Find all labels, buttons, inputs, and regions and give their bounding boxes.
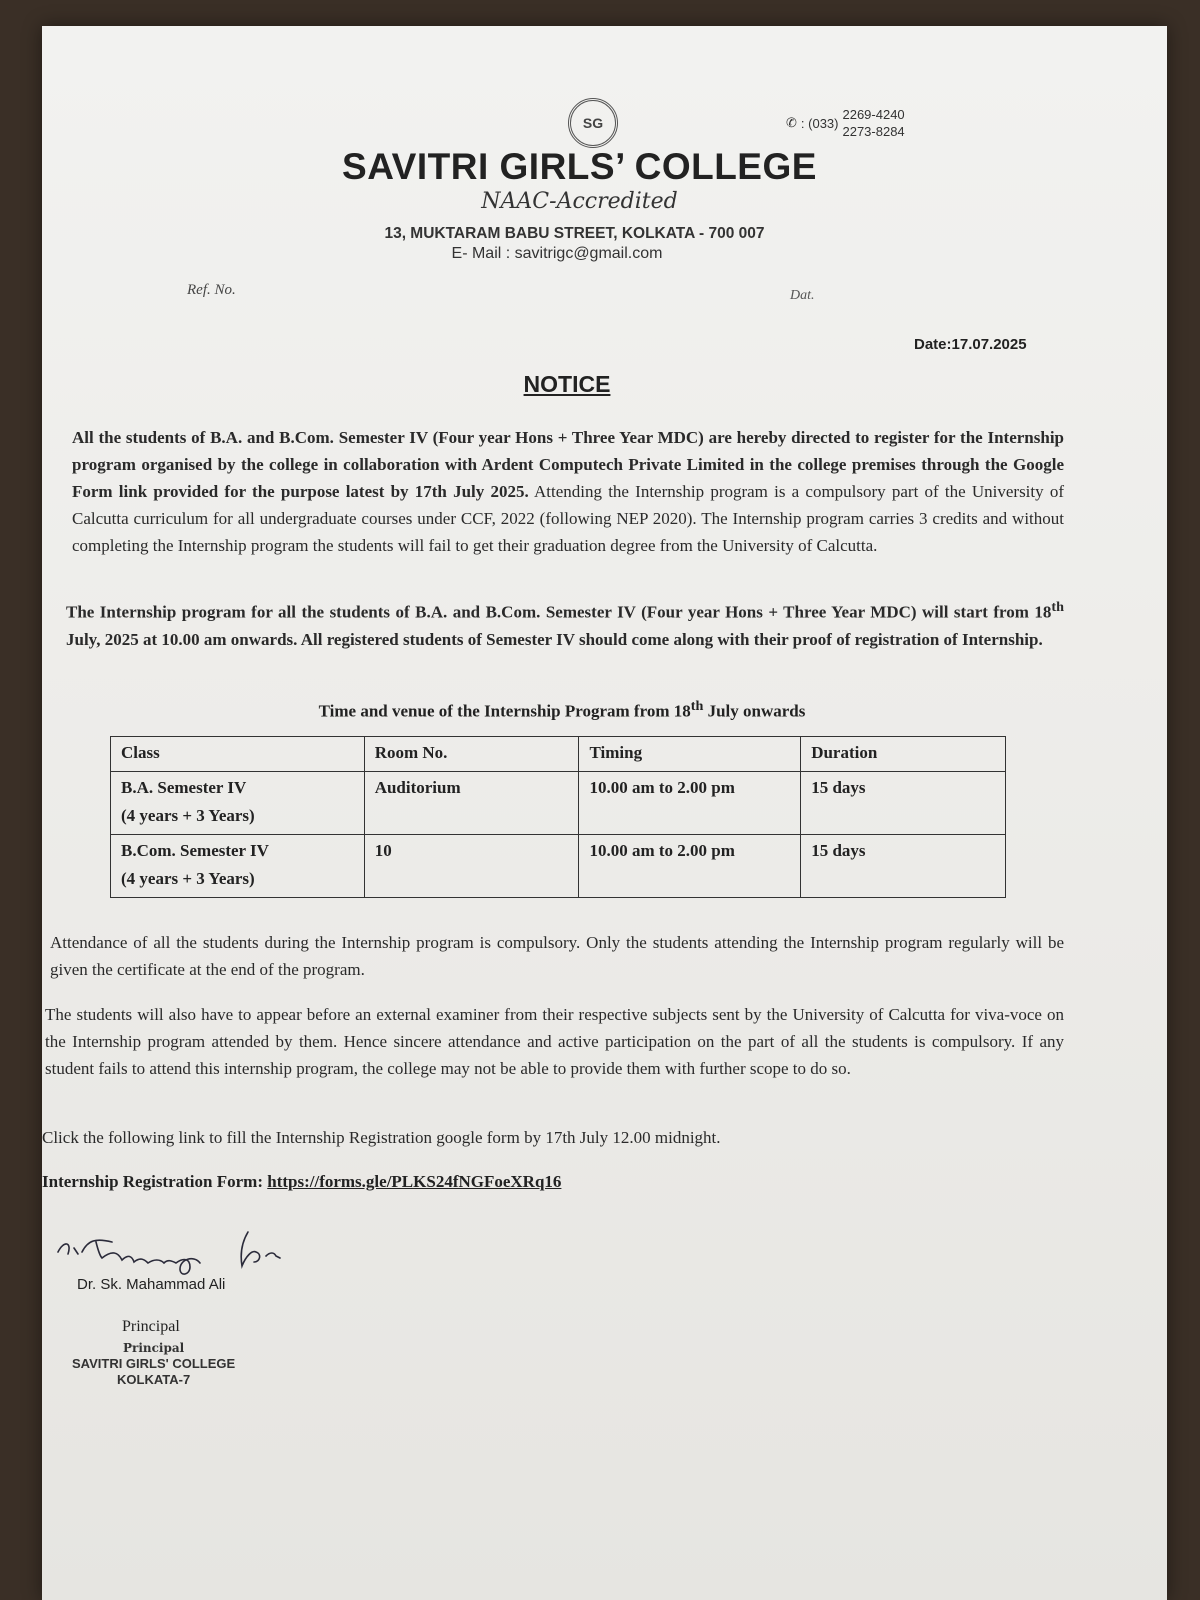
table-caption-a: Time and venue of the Internship Program from 18 — [318, 701, 691, 721]
table-header-row — [111, 737, 1006, 772]
phone-code: : (033) — [800, 115, 839, 131]
header-duration: Duration — [801, 737, 1006, 772]
class-line-2: (4 years + 3 Years) — [121, 869, 255, 888]
stamp-line-1: Principal — [122, 1341, 185, 1355]
college-address: 13, MUKTARAM BABU STREET, KOLKATA - 700 007 — [384, 225, 765, 242]
stamp-line-3: KOLKATA-7 — [117, 1372, 191, 1387]
paragraph-2 — [66, 594, 1064, 653]
class-line-2: (4 years + 3 Years) — [121, 806, 255, 825]
cell-class — [111, 772, 365, 835]
table-caption — [42, 698, 1082, 722]
ref-no-label: Ref. No. — [187, 282, 236, 298]
header-class: Class — [111, 737, 365, 772]
phone-number-1: 2269-4240 — [842, 107, 905, 122]
signer-name: Dr. Sk. Mahammad Ali — [77, 1276, 226, 1293]
stamp-line-2: SAVITRI GIRLS' COLLEGE — [72, 1356, 236, 1371]
notice-paper — [42, 26, 1167, 1600]
cell-room: 10 — [364, 835, 579, 898]
phone-block — [786, 106, 905, 140]
paragraph-4: The students will also have to appear before an external examiner from their respective subjects sent by the University of Calcutta for viva-voce on the Internship program attended by them. Hence sincere attendance and active participation on the part of all the students is compulsory. If any student fails to attend this internship program, the college may not be able to provide them with further scope to do so. — [45, 1005, 1064, 1078]
paragraph-1 — [72, 424, 1064, 559]
paragraph-1-rest: Attending the Internship program is a compulsory part of the University of Calcutta curriculum for all undergraduate courses under CCF, 2022 (following NEP 2020). The Internship program carries 3 credits and without completing the Internship program the students will fail to get their graduation degree from the University of Calcutta. — [72, 482, 1064, 555]
cell-duration: 15 days — [801, 835, 1006, 898]
cell-room: Auditorium — [364, 772, 579, 835]
notice-date: Date:17.07.2025 — [914, 336, 1027, 353]
phone-icon: ✆ — [786, 115, 797, 130]
registration-form-label: Internship Registration Form: — [42, 1172, 268, 1191]
accreditation: NAAC-Accredited — [481, 189, 678, 214]
table-row — [111, 772, 1006, 835]
paragraph-2-b: July, 2025 at 10.00 am onwards. All registered students of Semester IV should come along with their proof of registration of Internship. — [66, 629, 1043, 649]
cell-timing: 10.00 am to 2.00 pm — [579, 772, 801, 835]
registration-form-link[interactable]: https://forms.gle/PLKS24fNGFoeXRq16 — [267, 1172, 562, 1191]
table-caption-sup: th — [690, 698, 704, 714]
paragraph-3: Attendance of all the students during the Internship program is compulsory. Only the students attending the Internship program regularly will be given the certificate at the end of the program. — [50, 933, 1064, 979]
notice-title: NOTICE — [523, 371, 611, 397]
cell-duration: 15 days — [801, 772, 1006, 835]
table-caption-b: July onwards — [703, 701, 806, 721]
registration-form-line — [42, 1172, 561, 1192]
signature-image — [52, 1222, 322, 1278]
cell-timing: 10.00 am to 2.00 pm — [579, 835, 801, 898]
header-timing: Timing — [579, 737, 801, 772]
table-row — [111, 835, 1006, 898]
paragraph-1-bold: All the students of B.A. and B.Com. Semester IV (Four year Hons + Three Year MDC) are hereby directed to register for the Internship program organised by the college in collaboration with Ardent Computech Private Limited in the college premises through the Google Form link provided for the purpose latest by 17th July 2025. — [72, 428, 1064, 501]
phone-number-2: 2273-8284 — [842, 124, 905, 139]
college-name: SAVITRI GIRLS’ COLLEGE — [342, 146, 817, 187]
schedule-table — [110, 736, 1006, 898]
signer-designation: Principal — [122, 1318, 180, 1335]
header-room: Room No. — [364, 737, 579, 772]
paragraph-2-sup: th — [1051, 599, 1064, 615]
date-field-label: Dat. — [790, 288, 815, 303]
class-line-1: B.A. Semester IV — [121, 778, 247, 797]
principal-stamp — [72, 1340, 235, 1388]
paragraph-2-a: The Internship program for all the students of B.A. and B.Com. Semester IV (Four year Hons + Three Year MDC) will start from 18 — [66, 602, 1052, 622]
college-logo: SG — [568, 98, 618, 148]
cell-class — [111, 835, 365, 898]
college-email: E- Mail : savitrigc@gmail.com — [451, 245, 663, 262]
paragraph-5: Click the following link to fill the Internship Registration google form by 17th July 12.00 midnight. — [42, 1128, 721, 1147]
class-line-1: B.Com. Semester IV — [121, 841, 269, 860]
